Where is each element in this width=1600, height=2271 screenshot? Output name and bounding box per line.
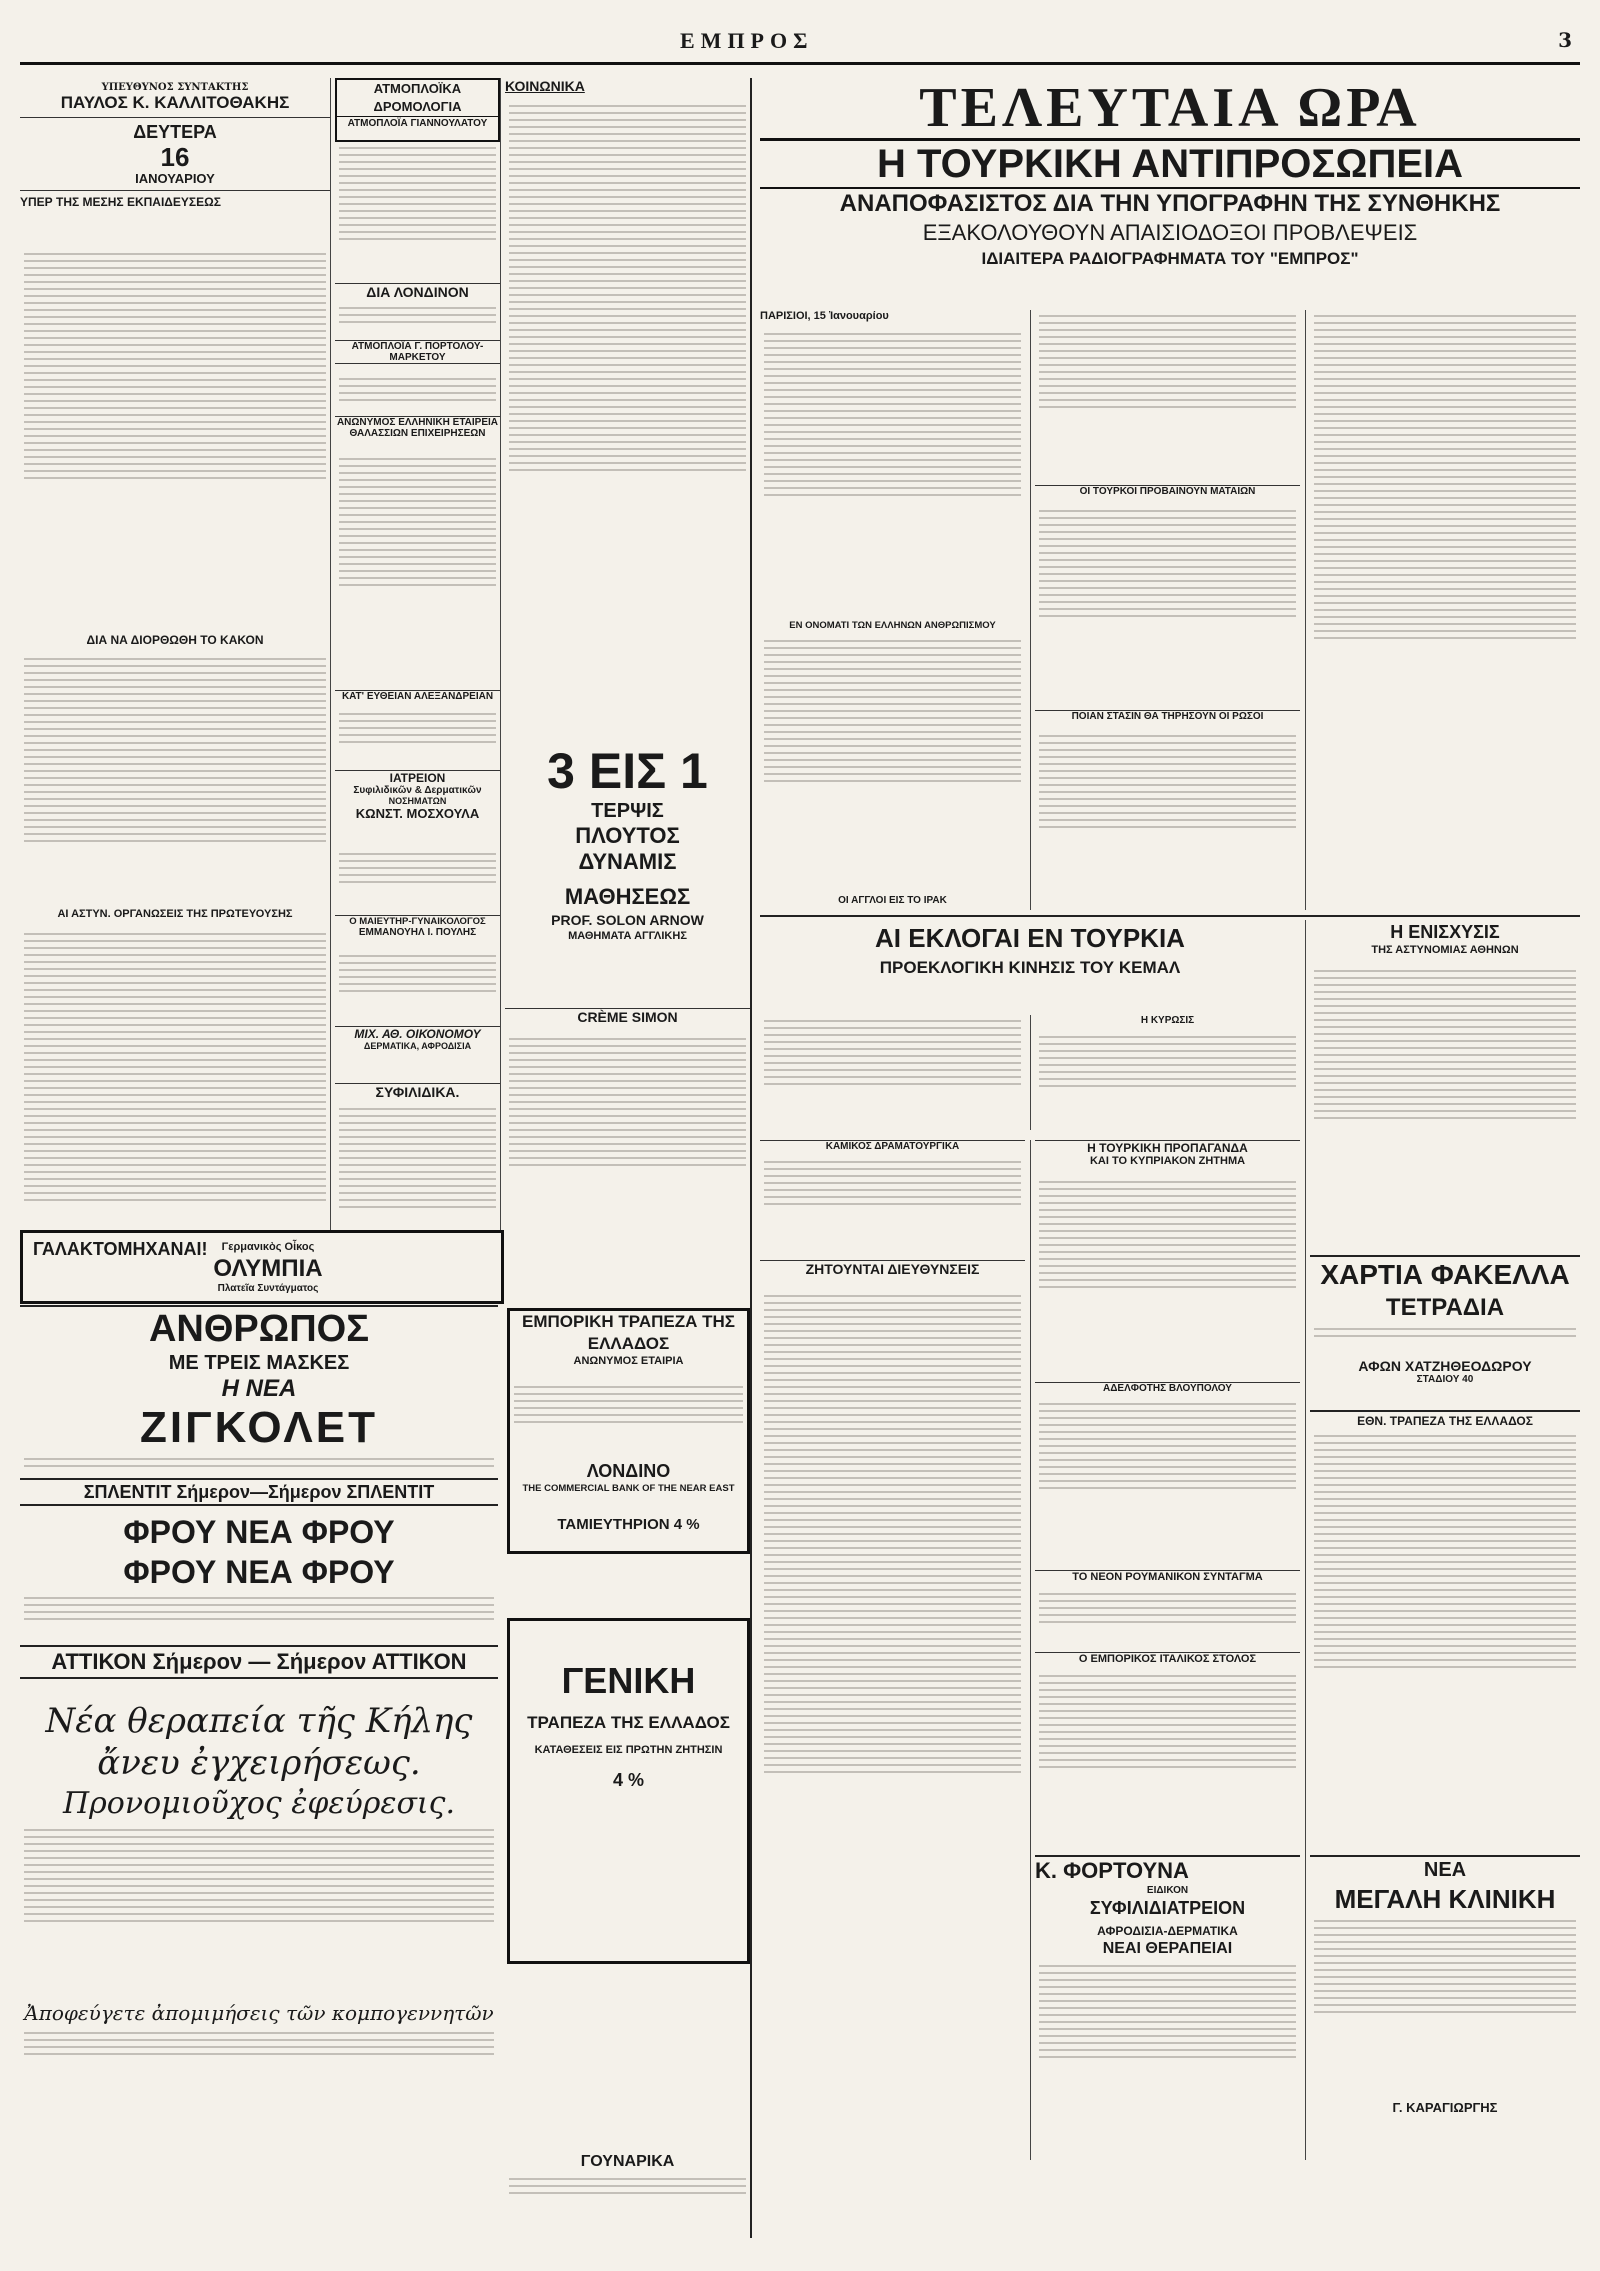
text-body bbox=[1035, 505, 1300, 705]
day-number: 16 bbox=[160, 142, 190, 172]
text-body bbox=[1310, 310, 1580, 910]
text-body bbox=[335, 950, 500, 1020]
text-body bbox=[20, 2032, 498, 2092]
fortouna-ad bbox=[1035, 1855, 1300, 2145]
oikonomou-sub: ΔΕΡΜΑΤΙΚΑ, ΑΦΡΟΔΙΣΙΑ bbox=[363, 1041, 472, 1051]
kyrothi: Η ΚΥΡΩΣΙΣ bbox=[1140, 1015, 1195, 1026]
maieftir: Ο ΜΑΙΕΥΤΗΡ-ΓΥΝΑΙΚΟΛΟΓΟΣ bbox=[349, 916, 486, 927]
article-title: ΥΠΕΡ ΤΗΣ ΜΕΣΗΣ ΕΚΠΑΙΔΕΥΣΕΩΣ bbox=[20, 195, 221, 209]
zitountai: ΖΗΤΟΥΝΤΑΙ ΔΙΕΥΘΥΝΣΕΙΣ bbox=[760, 1260, 1025, 1277]
afrodisia: ΑΦΡΟΔΙΣΙΑ-ΔΕΡΜΑΤΙΚΑ bbox=[1097, 1924, 1238, 1938]
paper-name: ΕΜΠΡΟΣ bbox=[680, 28, 814, 53]
text-body bbox=[505, 1033, 750, 1263]
xartia: ΧΑΡΤΙΑ ΦΑΚΕΛΛΑ bbox=[1320, 1259, 1570, 1290]
text-body bbox=[760, 328, 1025, 618]
text-body bbox=[335, 453, 500, 653]
text-body bbox=[510, 1381, 747, 1461]
lead-col-3 bbox=[1310, 310, 1580, 910]
text-body bbox=[760, 1290, 1025, 2160]
i-nea: Η ΝΕΑ bbox=[221, 1375, 297, 1402]
text-body bbox=[20, 1597, 498, 1645]
shipping-head: ΑΤΜΟΠΛΟΪΚΑ ΔΡΟΜΟΛΟΓΙΑ bbox=[373, 81, 462, 114]
creme-simon: CRÈME SIMON bbox=[505, 1008, 750, 1025]
arnow-sub: ΜΑΘΗΜΑΤΑ ΑΓΓΛΙΚΗΣ bbox=[568, 930, 687, 942]
eklogai-title: ΑΙ ΕΚΛΟΓΑΙ ΕΝ ΤΟΥΡΚΙΑ bbox=[875, 923, 1185, 953]
nosimaton: ΝΟΣΗΜΑΤΩΝ bbox=[388, 796, 447, 806]
anthropos-sub: ΜΕ ΤΡΕΙΣ ΜΑΣΚΕΣ bbox=[168, 1352, 350, 1374]
page-number: 3 bbox=[1558, 28, 1572, 52]
olympia-ad bbox=[20, 1230, 504, 1304]
emporiki-ad bbox=[507, 1308, 750, 1554]
eklogai-col-1 bbox=[760, 1015, 1025, 1135]
emporiki-sub: ΑΝΩΝΥΜΟΣ ΕΤΑΙΡΙΑ bbox=[573, 1355, 684, 1367]
geniki: ΓΕΝΙΚΗ bbox=[561, 1660, 696, 1701]
text-body bbox=[1310, 965, 1580, 1245]
text-body bbox=[1310, 1435, 1580, 1855]
attikon: ΑΤΤΙΚΟΝ Σήμερον — Σήμερον ΑΤΤΙΚΟΝ bbox=[20, 1645, 498, 1679]
gounarika: ΓΟΥΝΑΡΙΚΑ bbox=[580, 2153, 675, 2170]
shipping-sub: ΑΤΜΟΠΛΟΪΑ ΓΙΑΝΝΟΥΛΑΤΟΥ bbox=[337, 116, 498, 131]
text-body bbox=[1310, 1328, 1580, 1358]
mathiseos: ΜΑΘΗΣΕΩΣ bbox=[564, 884, 691, 909]
ethniki-notice bbox=[1310, 1410, 1580, 1855]
frou-line-1: ΦΡΟΥ ΝΕΑ ΦΡΟΥ bbox=[123, 1514, 395, 1550]
text-body bbox=[335, 373, 500, 413]
olympia-place: Πλατεῖα Συντάγματος bbox=[217, 1283, 319, 1294]
dia-londinon: ΔΙΑ ΛΟΝΔΙΝΟΝ bbox=[335, 283, 500, 300]
fortouna: Κ. ΦΟΡΤΟΥΝΑ bbox=[1035, 1858, 1189, 1883]
chatzitheodorou: ΑΦΩΝ ΧΑΤΖΗΘΕΟΔΩΡΟΥ bbox=[1358, 1358, 1532, 1374]
four-percent: 4 % bbox=[612, 1770, 645, 1790]
text-body bbox=[505, 2173, 750, 2223]
syntagma: ΤΟ ΝΕΟΝ ΡΟΥΜΑΝΙΚΟΝ ΣΥΝΤΑΓΜΑ bbox=[1035, 1570, 1300, 1583]
poulis: ΕΜΜΑΝΟΥΗΛ Ι. ΠΟΥΛΗΣ bbox=[358, 927, 477, 938]
zitountai-body bbox=[760, 1290, 1025, 2160]
olympia: ΟΛΥΜΠΙΑ bbox=[213, 1255, 323, 1282]
big-ad-3: ΠΛΟΥΤΟΣ bbox=[575, 823, 680, 848]
propaganda-sub: ΚΑΙ ΤΟ ΚΥΠΡΙΑΚΟΝ ΖΗΤΗΜΑ bbox=[1089, 1155, 1246, 1167]
kamikos: ΚΑΜΙΚΟΣ ΔΡΑΜΑΤΟΥΡΓΙΚΑ bbox=[760, 1140, 1025, 1152]
olympia-sub: Γερμανικὸς Οἶκος bbox=[221, 1241, 315, 1253]
weekday: ΔΕΥΤΕΡΑ bbox=[133, 122, 217, 142]
eklogai-sub: ΠΡΟΕΚΛΟΓΙΚΗ ΚΙΝΗΣΙΣ ΤΟΥ ΚΕΜΑΛ bbox=[879, 958, 1181, 977]
nea: ΝΕΑ bbox=[1423, 1859, 1467, 1881]
text-body bbox=[335, 708, 500, 763]
text-body bbox=[20, 1458, 498, 1478]
maieftir-box bbox=[335, 915, 500, 938]
subhead: ΟΙ ΤΟΥΡΚΟΙ ΠΡΟΒΑΙΝΟΥΝ ΜΑΤΑΙΩΝ bbox=[1035, 485, 1300, 497]
katatheseis: ΚΑΤΑΘΕΣΕΙΣ ΕΙΣ ΠΡΩΤΗΝ ΖΗΤΗΣΙΝ bbox=[534, 1744, 723, 1756]
galaktomyxanai: ΓΑΛΑΚΤΟΜΗΧΑΝΑΙ! bbox=[33, 1239, 208, 1259]
frou-line-2: ΦΡΟΥ ΝΕΑ ΦΡΟΥ bbox=[123, 1554, 395, 1590]
headline-banner bbox=[760, 78, 1580, 271]
fortouna-sub: ΕΙΔΙΚΟΝ bbox=[1146, 1885, 1189, 1896]
arnow-ad bbox=[505, 743, 750, 943]
geniki-ad bbox=[507, 1618, 750, 1964]
kili-line-3: Προνομιοῦχος ἐφεύρεσις. bbox=[62, 1786, 456, 1821]
tetradia: ΤΕΤΡΑΔΙΑ bbox=[1385, 1294, 1505, 1321]
text-body bbox=[760, 635, 1025, 890]
text-body bbox=[1310, 1920, 1580, 2100]
headline-4: ΕΞΑΚΟΛΟΥΘΟΥΝ ΑΠΑΙΣΙΟΔΟΞΟΙ ΠΡΟΒΛΕΨΕΙΣ bbox=[922, 220, 1418, 245]
month: ΙΑΝΟΥΑΡΙΟΥ bbox=[135, 171, 215, 186]
enischysis: Η ΕΝΙΣΧΥΣΙΣ bbox=[1390, 922, 1500, 942]
header-rule bbox=[20, 62, 1580, 65]
headline-2: Η ΤΟΥΡΚΙΚΗ ΑΝΤΙΠΡΟΣΩΠΕΙΑ bbox=[760, 138, 1580, 189]
eklogai-block bbox=[760, 920, 1300, 1015]
londino: ΛΟΝΔΙΝΟ bbox=[586, 1461, 671, 1481]
headline-1: ΤΕΛΕΥΤΑΙΑ ΩΡΑ bbox=[919, 77, 1421, 139]
news-col-middle bbox=[1035, 1140, 1300, 2160]
lead-col-1 bbox=[760, 310, 1025, 910]
text-body bbox=[20, 1829, 498, 1999]
moschoula: ΚΩΝΣΤ. ΜΟΣΧΟΥΛΑ bbox=[355, 806, 480, 821]
text-body bbox=[335, 848, 500, 908]
text-body bbox=[1035, 310, 1300, 480]
karagiorgis: Γ. ΚΑΡΑΓΙΩΡΓΗΣ bbox=[1392, 2100, 1498, 2115]
kili-line-1: Νέα θεραπεία τῆς Κήλης bbox=[45, 1701, 473, 1741]
ethniki: ΕΘΝ. ΤΡΑΠΕΖΑ ΤΗΣ ΕΛΛΑΔΟΣ bbox=[1357, 1414, 1533, 1428]
stolos: Ο ΕΜΠΟΡΙΚΟΣ ΙΤΑΛΙΚΟΣ ΣΤΟΛΟΣ bbox=[1035, 1652, 1300, 1665]
text-body bbox=[1035, 1588, 1300, 1648]
geniki-sub: ΤΡΑΠΕΖΑ ΤΗΣ ΕΛΛΑΔΟΣ bbox=[527, 1713, 730, 1732]
portolou-head: ΑΤΜΟΠΛΟΪΑ Γ. ΠΟΡΤΟΛΟΥ-ΜΑΡΚΕΤΟΥ bbox=[335, 340, 500, 364]
article-title: ΔΙΑ ΝΑ ΔΙΟΡΘΩΘΗ ΤΟ ΚΑΚΟΝ bbox=[86, 633, 264, 647]
nees-therapeies: ΝΕΑΙ ΘΕΡΑΠΕΙΑΙ bbox=[1102, 1940, 1233, 1957]
news-col-right bbox=[1310, 920, 1580, 2160]
arnow: PROF. SOLON ARNOW bbox=[551, 912, 704, 928]
text-body bbox=[1035, 1965, 1300, 2145]
anonymos-head: ΑΝΩΝΥΜΟΣ ΕΛΛΗΝΙΚΗ ΕΤΑΙΡΕΙΑ ΘΑΛΑΣΣΙΩΝ ΕΠΙΧΕΙΡΗΣΕΩΝ bbox=[336, 417, 499, 439]
zigkolet-ad bbox=[20, 1305, 498, 1679]
commercial-bank: THE COMMERCIAL BANK OF THE NEAR EAST bbox=[522, 1483, 735, 1494]
kat-eftheian: ΚΑΤ' ΕΥΘΕΙΑΝ ΑΛΕΞΑΝΔΡΕΙΑΝ bbox=[335, 690, 500, 702]
text-body bbox=[760, 1156, 1025, 1251]
big-ad-1: 3 ΕΙΣ 1 bbox=[547, 743, 708, 799]
fortouna-main: ΣΥΦΙΛΙΔΙΑΤΡΕΙΟΝ bbox=[1089, 1898, 1246, 1918]
editor-label: ΥΠΕΥΘΥΝΟΣ ΣΥΝΤΑΚΤΗΣ bbox=[101, 82, 249, 93]
big-ad-2: ΤΕΡΨΙΣ bbox=[591, 800, 664, 822]
text-body bbox=[1035, 730, 1300, 910]
editor-name: ΠΑΥΛΟΣ Κ. ΚΑΛΛΙΤΟΘΑΚΗΣ bbox=[60, 93, 290, 112]
koinonika: ΚΟΙΝΩΝΙΚΑ bbox=[505, 78, 585, 94]
kliniki-ad bbox=[1310, 1855, 1580, 2115]
text-body bbox=[1035, 1031, 1300, 1131]
xartia-ad bbox=[1310, 1255, 1580, 1385]
anthropos: ΑΝΘΡΩΠΟΣ bbox=[148, 1308, 370, 1350]
iatreion-box bbox=[335, 770, 500, 821]
oikonomou-box bbox=[335, 1026, 500, 1051]
text-body bbox=[1035, 1670, 1300, 1850]
adelfotita: ΑΔΕΛΦΟΤΗΣ ΒΛΟΥΠΟΛΟΥ bbox=[1035, 1382, 1300, 1394]
shipping-box bbox=[335, 78, 500, 142]
subhead: ΠΟΙΑΝ ΣΤΑΣΙΝ ΘΑ ΤΗΡΗΣΟΥΝ ΟΙ ΡΩΣΟΙ bbox=[1035, 710, 1300, 722]
article-body bbox=[20, 248, 330, 548]
text-body bbox=[335, 142, 500, 282]
propaganda: Η ΤΟΥΡΚΙΚΗ ΠΡΟΠΑΓΑΝΔΑ bbox=[1035, 1140, 1300, 1155]
zigkolet: ΖΙΓΚΟΛΕΤ bbox=[140, 1403, 378, 1452]
page-header bbox=[0, 18, 1600, 78]
big-ad-4: ΔΥΝΑΜΙΣ bbox=[578, 849, 677, 874]
syfilidika: ΣΥΦΙΛΙΔΙΚΑ. bbox=[335, 1083, 500, 1100]
kliniki: ΜΕΓΑΛΗ ΚΛΙΝΙΚΗ bbox=[1334, 1884, 1556, 1914]
eklogai-col-2 bbox=[1035, 1015, 1300, 1135]
emporiki: ΕΜΠΟΡΙΚΗ ΤΡΑΠΕΖΑ ΤΗΣ ΕΛΛΑΔΟΣ bbox=[522, 1312, 735, 1353]
column-editorial bbox=[20, 78, 331, 1300]
kili-line-2: ἄνευ ἐγχειρήσεως. bbox=[97, 1743, 421, 1783]
iatreion: ΙΑΤΡΕΙΟΝ bbox=[389, 771, 446, 785]
text-body bbox=[505, 100, 750, 740]
dateline: ΠΑΡΙΣΙΟΙ, 15 Ἰανουαρίου bbox=[760, 310, 889, 322]
tamieftirion: ΤΑΜΙΕΥΤΗΡΙΟΝ 4 % bbox=[557, 1516, 700, 1533]
stadiou: ΣΤΑΔΙΟΥ 40 bbox=[1416, 1374, 1474, 1385]
headline-5: ΙΔΙΑΙΤΕΡΑ ΡΑΔΙΟΓΡΑΦΗΜΑΤΑ ΤΟΥ "ΕΜΠΡΟΣ" bbox=[981, 249, 1359, 268]
article-body bbox=[20, 653, 330, 903]
column-shipping bbox=[335, 78, 501, 1300]
kili-ad bbox=[20, 1700, 498, 2092]
text-body bbox=[1035, 1398, 1300, 1563]
article-title: ΑΙ ΑΣΤΥΝ. ΟΡΓΑΝΩΣΕΙΣ ΤΗΣ ΠΡΩΤΕΥΟΥΣΗΣ bbox=[57, 908, 293, 920]
text-body bbox=[1035, 1176, 1300, 1376]
text-body bbox=[335, 302, 500, 338]
enischysis-sub: ΤΗΣ ΑΣΤΥΝΟΜΙΑΣ ΑΘΗΝΩΝ bbox=[1371, 944, 1519, 956]
splendit: ΣΠΛΕΝΤΙΤ Σήμερον—Σήμερον ΣΠΛΕΝΤΙΤ bbox=[20, 1478, 498, 1506]
column-society bbox=[505, 78, 752, 2238]
syfilidikon: Συφιλιδικῶν & Δερματικῶν bbox=[353, 785, 482, 796]
kili-line-4: Ἀποφεύγετε ἀπομιμήσεις τῶν κομπογεννητῶν bbox=[24, 2001, 494, 2025]
lead-col-2 bbox=[1035, 310, 1300, 910]
text-body bbox=[760, 1015, 1025, 1135]
oikonomou: ΜΙΧ. ΑΘ. ΟΙΚΟΝΟΜΟΥ bbox=[354, 1027, 481, 1041]
subhead: ΕΝ ΟΝΟΜΑΤΙ ΤΩΝ ΕΛΛΗΝΩΝ ΑΝΘΡΩΠΙΣΜΟΥ bbox=[789, 620, 996, 631]
subhead: ΟΙ ΑΓΓΛΟΙ ΕΙΣ ΤΟ ΙΡΑΚ bbox=[838, 895, 947, 906]
headline-3: ΑΝΑΠΟΦΑΣΙΣΤΟΣ ΔΙΑ ΤΗΝ ΥΠΟΓΡΑΦΗΝ ΤΗΣ ΣΥΝΘΗΚΗΣ bbox=[839, 190, 1501, 217]
